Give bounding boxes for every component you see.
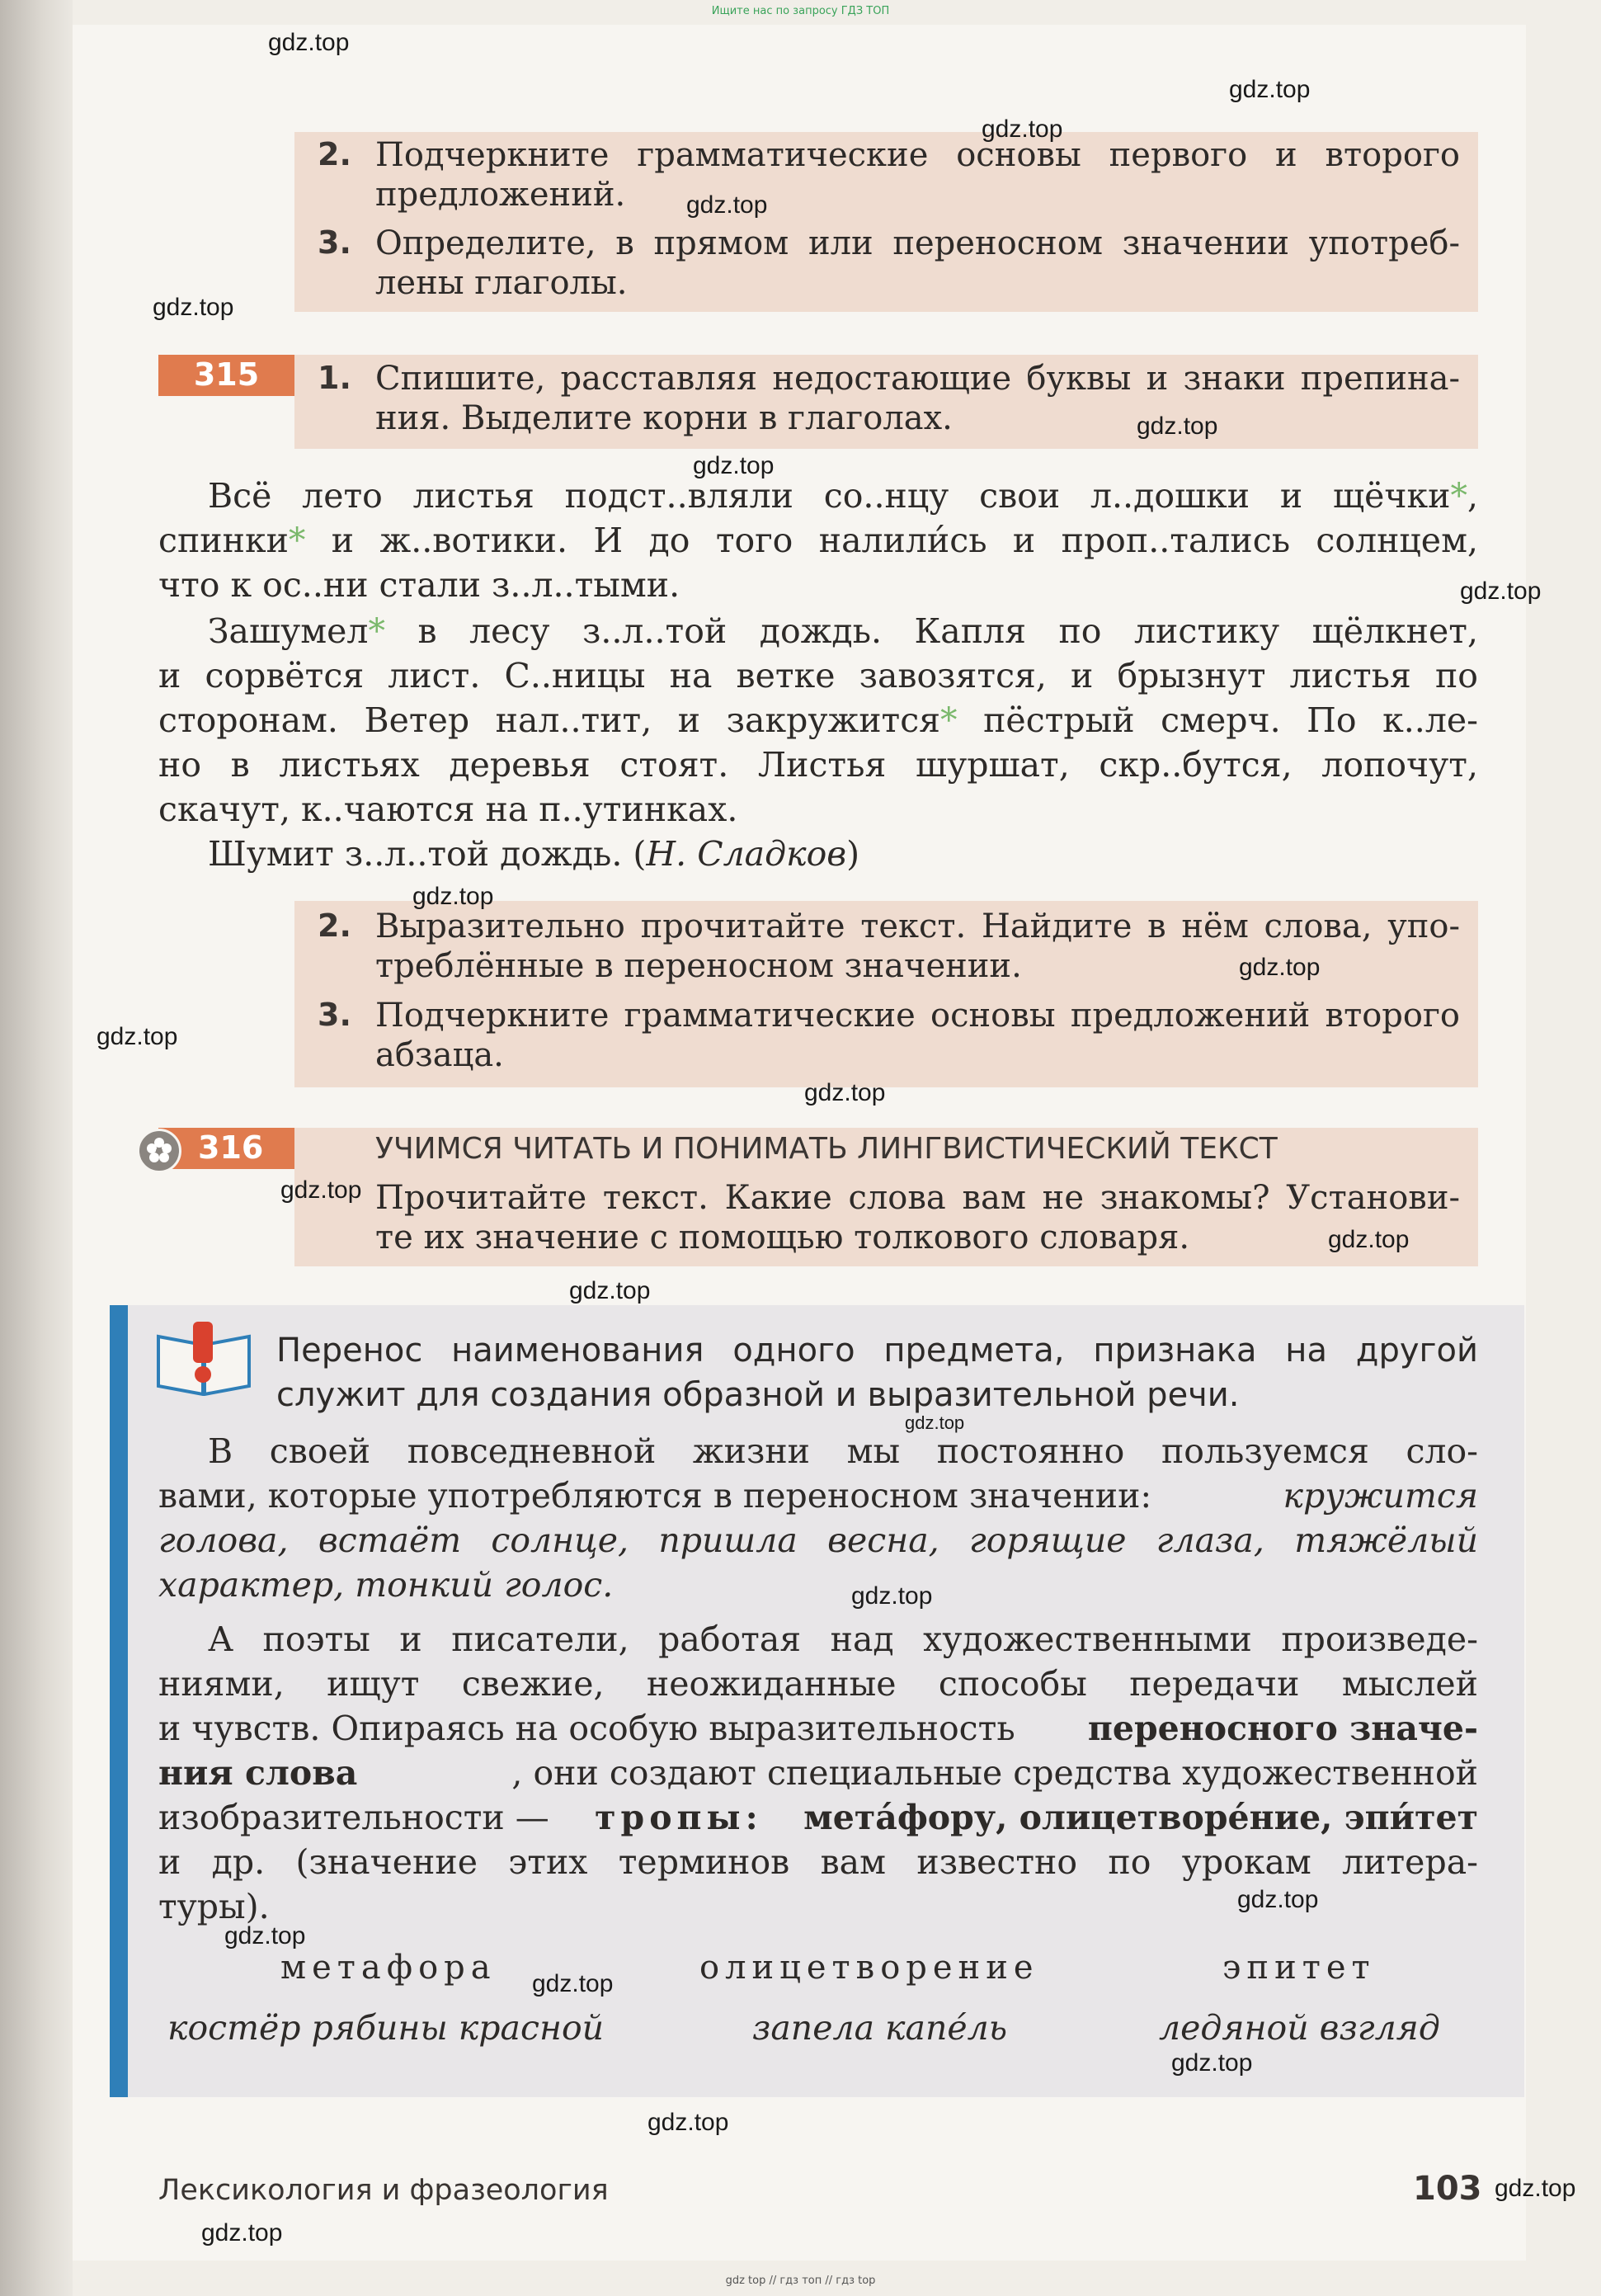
watermark: gdz.top bbox=[1460, 578, 1542, 605]
text-line: Шумит з..л..той дождь. (Н. Сладков) bbox=[208, 834, 860, 874]
text-fragment: голова, встаёт солнце, пришла весна, горящие глаза, тяжёлый bbox=[158, 1520, 1478, 1560]
top-note: Ищите нас по запросу ГДЗ ТОП bbox=[711, 5, 890, 17]
watermark: gdz.top bbox=[201, 2219, 283, 2246]
text-fragment: мета́фору, олицетворе́ние, эпи́тет bbox=[803, 1798, 1478, 1837]
text-line bbox=[158, 1518, 1478, 1563]
task-315-badge: 315 bbox=[158, 355, 294, 396]
text-line: Перенос наименования одного предмета, признака на другой bbox=[276, 1332, 1478, 1370]
watermark: gdz.top bbox=[280, 1176, 362, 1204]
text-line: Выразительно прочитайте текст. Найдите в нём слова, упо- bbox=[375, 908, 1460, 945]
text-line: Подчеркните грамматические основы предложений второго bbox=[375, 997, 1460, 1035]
text-fragment: : bbox=[745, 1798, 758, 1837]
task-315-item-1-num: 1. bbox=[318, 360, 351, 396]
watermark: gdz.top bbox=[647, 2109, 729, 2136]
watermark: gdz.top bbox=[1229, 76, 1311, 103]
text-line bbox=[158, 1751, 1478, 1795]
text-line: В своей повседневной жизни мы постоянно пользуемся сло- bbox=[208, 1431, 1478, 1471]
bottom-note: gdz top // гдз топ // гдз top bbox=[725, 2275, 876, 2287]
text-fragment: характер, тонкий голос. bbox=[158, 1565, 614, 1605]
watermark: gdz.top bbox=[97, 1023, 178, 1050]
author-name: Н. Сладков bbox=[646, 834, 847, 874]
watermark: gdz.top bbox=[851, 1582, 933, 1610]
text-line: сторонам. Ветер нал..тит, и закружится* пёстрый смерч. По к..ле- bbox=[158, 700, 1478, 740]
footnote-asterisk: * bbox=[1450, 476, 1467, 516]
text-line: что к ос..ни стали з..л..тыми. bbox=[158, 565, 680, 605]
watermark: gdz.top bbox=[982, 116, 1063, 143]
text-line: Зашумел* в лесу з..л..той дождь. Капля по листику щёлкнет, bbox=[208, 611, 1478, 651]
footer-section-title: Лексикология и фразеология bbox=[158, 2174, 609, 2207]
task-316-heading: УЧИМСЯ ЧИТАТЬ И ПОНИМАТЬ ЛИНГВИСТИЧЕСКИЙ ТЕКСТ bbox=[375, 1132, 1278, 1166]
page-number: 103 bbox=[1413, 2170, 1482, 2208]
text-line: Прочитайте текст. Какие слова вам не знакомы? Установи- bbox=[375, 1179, 1460, 1217]
text-fragment: переносного значе- bbox=[1087, 1709, 1478, 1748]
text-fragment: изобразительности — bbox=[158, 1798, 549, 1837]
text-line: абзаца. bbox=[375, 1036, 504, 1074]
task-315-item-2-num: 2. bbox=[318, 908, 351, 944]
watermark: gdz.top bbox=[1137, 413, 1218, 440]
text-fragment: тропы bbox=[595, 1798, 746, 1837]
watermark: gdz.top bbox=[1237, 1886, 1319, 1913]
text-line: служит для создания образной и выразительной речи. bbox=[276, 1376, 1240, 1414]
example-metaphor: костёр рябины красной bbox=[167, 2008, 605, 2048]
theory-side-bar bbox=[110, 1305, 128, 2097]
text-line: предложений. bbox=[375, 176, 626, 214]
watermark: gdz.top bbox=[686, 191, 768, 219]
footnote-asterisk: * bbox=[940, 700, 958, 740]
text-line: треблённые в переносном значении. bbox=[375, 947, 1022, 985]
text-line: и др. (значение этих терминов вам известно по урокам литера- bbox=[158, 1842, 1478, 1882]
text-fragment: кружится bbox=[1283, 1476, 1478, 1516]
text-line: Всё лето листья подст..вляли со..нцу свои л..дошки и щёчки*, bbox=[208, 476, 1478, 516]
watermark: gdz.top bbox=[1239, 954, 1321, 981]
footnote-asterisk: * bbox=[288, 521, 306, 560]
watermark: gdz.top bbox=[804, 1079, 886, 1106]
text-line: Подчеркните грамматические основы первого и второго bbox=[375, 136, 1460, 174]
text-line: но в листьях деревья стоят. Листья шуршат, скр..бутся, лопочут, bbox=[158, 745, 1478, 785]
watermark: gdz.top bbox=[569, 1277, 651, 1304]
watermark: gdz.top bbox=[224, 1922, 306, 1949]
text-line bbox=[158, 1473, 1478, 1518]
task-prev-item-3-num: 3. bbox=[318, 224, 351, 261]
text-line: ниями, ищут свежие, неожиданные способы передачи мыслей bbox=[158, 1664, 1478, 1704]
text-line: ния. Выделите корни в глаголах. bbox=[375, 399, 953, 437]
text-line: лены глаголы. bbox=[375, 264, 628, 302]
flower-icon bbox=[137, 1129, 181, 1173]
watermark: gdz.top bbox=[693, 452, 775, 479]
watermark: gdz.top bbox=[412, 883, 494, 910]
text-fragment: и чувств. Опираясь на особую выразительность bbox=[158, 1709, 1015, 1748]
text-line: те их значение с помощью толкового словаря. bbox=[375, 1219, 1190, 1256]
watermark: gdz.top bbox=[1171, 2049, 1253, 2077]
exclamation-book-icon bbox=[155, 1320, 252, 1396]
term-metaphor: метафора bbox=[280, 1949, 497, 1987]
text-line: спинки* и ж..вотики. И до того налили́сь и проп..тались солнцем, bbox=[158, 521, 1478, 560]
task-prev-item-2-num: 2. bbox=[318, 136, 351, 172]
book-spine-shadow bbox=[0, 0, 73, 2296]
text-fragment: вами, которые употребляются в переносном значении: bbox=[158, 1476, 1152, 1516]
text-line bbox=[158, 1795, 1478, 1840]
text-line: Спишите, расставляя недостающие буквы и знаки препина- bbox=[375, 360, 1460, 398]
watermark: gdz.top bbox=[268, 29, 350, 56]
task-316-number: 316 bbox=[198, 1129, 264, 1166]
text-fragment: ния слова bbox=[158, 1753, 358, 1793]
text-fragment: , они создают специальные средства художественной bbox=[511, 1753, 1478, 1793]
footnote-asterisk: * bbox=[368, 611, 385, 651]
text-line bbox=[158, 1706, 1478, 1751]
text-line bbox=[158, 1563, 1478, 1607]
task-315-item-3-num: 3. bbox=[318, 997, 351, 1033]
watermark: gdz.top bbox=[532, 1970, 614, 1997]
term-personification: олицетворение bbox=[699, 1949, 1039, 1987]
watermark: gdz.top bbox=[1495, 2175, 1576, 2202]
text-fragment bbox=[595, 1795, 758, 1840]
watermark: gdz.top bbox=[1328, 1226, 1410, 1253]
text-line: А поэты и писатели, работая над художественными произведе- bbox=[208, 1619, 1478, 1659]
text-line: скачут, к..чаются на п..утинках. bbox=[158, 790, 738, 829]
watermark: gdz.top bbox=[153, 294, 234, 321]
example-epithet: ледяной взгляд bbox=[1159, 2008, 1440, 2048]
example-personification: запела капе́ль bbox=[752, 2008, 1008, 2048]
text-line: и сорвётся лист. С..ницы на ветке завозятся, и брызнут листья по bbox=[158, 656, 1478, 695]
term-epithet: эпитет bbox=[1222, 1949, 1376, 1987]
watermark: gdz.top bbox=[905, 1412, 965, 1433]
text-line: туры). bbox=[158, 1887, 270, 1926]
text-line: Определите, в прямом или переносном значении употреб- bbox=[375, 224, 1460, 262]
